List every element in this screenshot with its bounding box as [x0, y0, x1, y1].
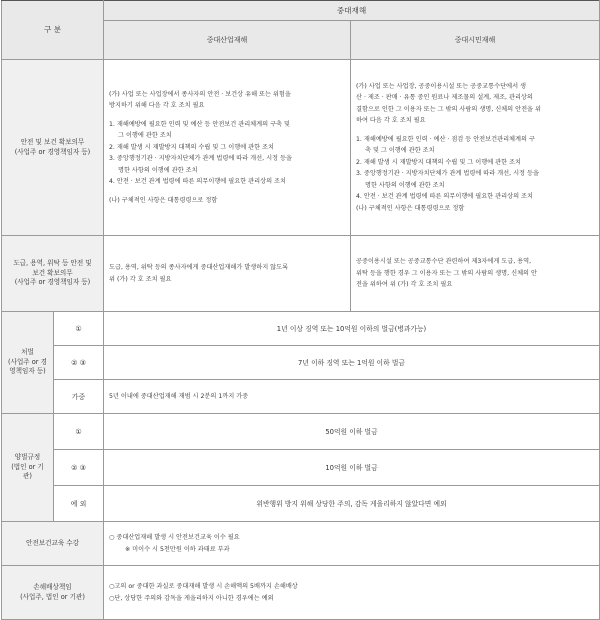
list-item: 명한 사항의 이행에 관한 조치 [118, 166, 198, 174]
text-line: 위탁 등을 행한 경우 그 이용자 또는 그 밖의 사람의 생명, 신체의 안 [356, 269, 537, 277]
dual-penalty-value-1: 50억원 이하 벌금 [104, 414, 600, 450]
list-item: 2. 재해 발생 시 재발방지 대책의 수립 및 그 이행에 관한 조치 [356, 158, 522, 166]
text-line: 위 (가) 각 호 조치 필요 [109, 275, 172, 283]
text-line: 전을 위하여 위 (가) 각 호 조치 필요 [356, 281, 453, 289]
text-line: (가) 사업 또는 사업장, 공중이용시설 또는 공중교통수단에서 생 [356, 82, 526, 90]
row-label-safety-duty [2, 60, 104, 236]
damages-content [104, 566, 600, 620]
note: (나) 구체적인 사항은 대통령령으로 정함 [356, 204, 465, 212]
dual-penalty-key-1: ① [54, 414, 104, 450]
dual-penalty-key-3: 예 외 [54, 486, 104, 522]
header-category: 구 분 [2, 1, 104, 60]
text-line: 결함으로 인한 그 이용자 또는 그 밖의 사람의 생명, 신체의 안전을 위 [356, 105, 541, 113]
serious-accident-comparison-table [1, 0, 600, 620]
row-label-contract-duty [2, 236, 104, 312]
safety-duty-label: 안전 및 보건 확보의무 (사업주 or 경영책임자 등) [14, 138, 91, 156]
list-item: 4. 안전 · 보건 관계 법령에 따른 의무이행에 필요한 관리상의 조치 [109, 178, 286, 186]
damages-label: 손해배상책임 (사업주, 법인 or 기관) [20, 583, 85, 601]
list-item: 3. 중앙행정기관 · 지방자치단체가 관계 법령에 따라 개선, 시정 등을 [356, 170, 539, 178]
punishment-value-1: 1년 이상 징역 또는 10억원 이하의 벌금(병과가능) [104, 312, 600, 346]
punishment-key-1: ① [54, 312, 104, 346]
list-item: 3. 중앙행정기관 · 지방자치단체가 관계 법령에 따라 개선, 시정 등을 [109, 155, 292, 163]
text-line: 공중이용시설 또는 공중교통수단 관련하여 제3자에게 도급, 용역, [356, 258, 532, 266]
list-item: 그 이행에 관한 조치 [118, 132, 172, 140]
contract-duty-civil [351, 236, 600, 312]
header-industrial-accident: 중대산업재해 [104, 21, 351, 60]
text-line: (가) 사업 또는 사업장에서 종사자의 안전 · 보건상 유해 또는 위험을 [109, 90, 291, 98]
safety-duty-civil [351, 60, 600, 236]
text-line: ○고의 or 중대한 과실로 중대재해 발생 시 손해액의 5배까지 손해배상 [109, 583, 298, 590]
dual-penalty-value-2: 10억원 이하 벌금 [104, 450, 600, 486]
punishment-label: 처벌 (사업주 or 경 영책임자 등) [8, 348, 47, 376]
row-label-education: 안전보건교육 수강 [2, 522, 104, 566]
punishment-value-3: 5년 이내에 중대산업재해 재범 시 2분의 1까지 가중 [104, 380, 600, 414]
contract-duty-label: 도급, 용역, 위탁 등 안전 및 보건 확보의무 (사업주 or 경영책임자 등) [13, 259, 92, 287]
dual-penalty-value-3: 위반행위 방지 위해 상당한 주의, 감독 게을리하지 않았다면 예외 [104, 486, 600, 522]
list-item: 4. 안전 · 보건 관계 법령에 따른 의무이행에 필요한 관리상의 조치 [356, 193, 533, 201]
row-label-dual-penalty [2, 414, 54, 522]
contract-duty-industrial [104, 236, 351, 312]
text-line: ○ 중대산업재해 발생 시 안전보건교육 이수 필요 [109, 534, 240, 541]
punishment-value-2: 7년 이하 징역 또는 1억원 이하 벌금 [104, 346, 600, 380]
row-label-damages [2, 566, 104, 620]
text-line: ※ 미이수 시 5천만원 이하 과태료 부과 [125, 545, 230, 553]
safety-duty-industrial [104, 60, 351, 236]
text-line: 방지하기 위해 다음 각 호 조치 필요 [109, 102, 205, 110]
education-content [104, 522, 600, 566]
punishment-key-2: ② ③ [54, 346, 104, 380]
list-item: 축 및 그 이행에 관한 조치 [365, 147, 435, 155]
text-line: 산 · 제조 · 판매 · 유통 중인 원료나 제조물의 설계, 제조, 관리상의 [356, 94, 533, 102]
text-line: 도급, 용역, 위탁 등의 종사자에게 중대산업재해가 발생하지 않도록 [109, 264, 289, 271]
note: (나) 구체적인 사항은 대통령령으로 정함 [109, 196, 218, 204]
text-line: ○단, 상당한 주의와 감독을 게을리하지 아니한 경우에는 예외 [109, 594, 274, 602]
list-item: 1. 재해예방에 필요한 인력 및 예산 등 안전보건 관리체계의 구축 및 [109, 120, 290, 128]
list-item: 명한 사항의 이행에 관한 조치 [365, 181, 445, 189]
header-civil-accident: 중대시민재해 [351, 21, 600, 60]
text-line: 하여 다음 각 호 조치 필요 [356, 117, 426, 125]
dual-penalty-key-2: ② ③ [54, 450, 104, 486]
row-label-punishment [2, 312, 54, 414]
list-item: 1. 재해예방에 필요한 인력 · 예산 · 점검 등 안전보건관리체계의 구 [356, 135, 535, 143]
punishment-key-3: 가중 [54, 380, 104, 414]
list-item: 2. 재해 발생 시 재발방지 대책의 수립 및 그 이행에 관한 조치 [109, 143, 275, 151]
header-serious-accident: 중대재해 [104, 1, 600, 21]
dual-penalty-label: 양벌규정 (법인 or 기 관) [11, 453, 44, 481]
